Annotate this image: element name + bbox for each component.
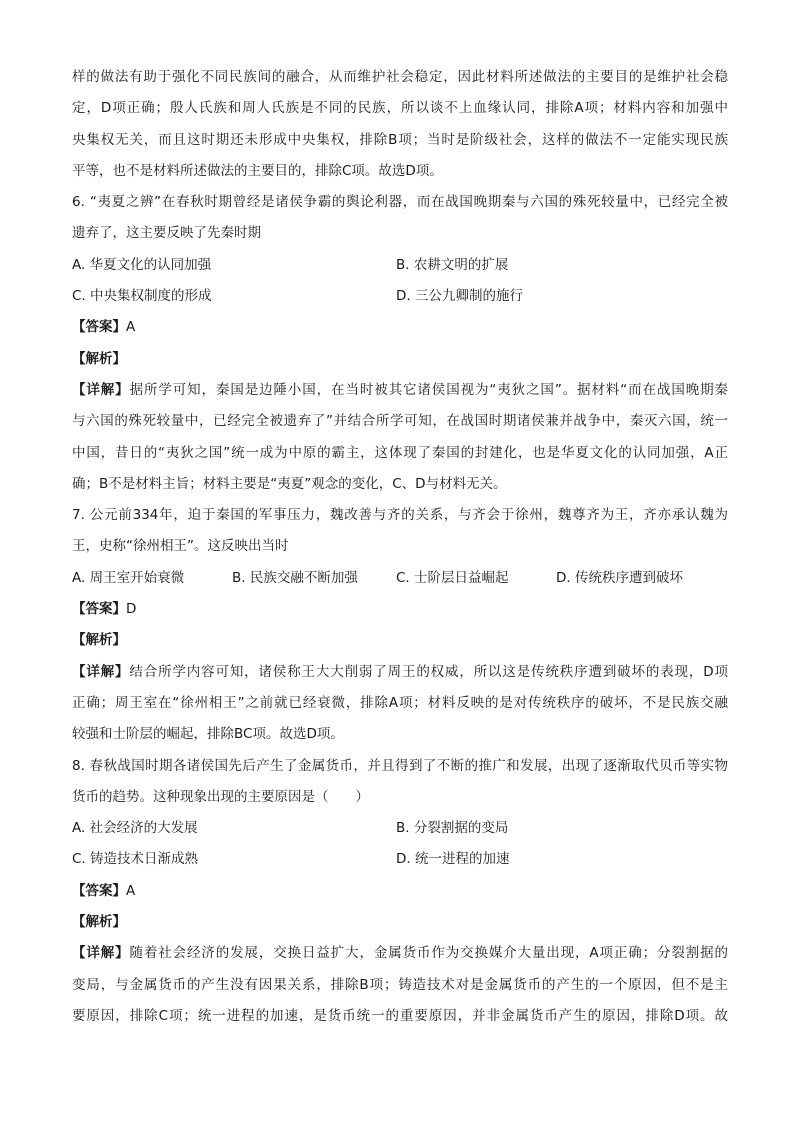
text-line: 平等，也不是材料所述做法的主要目的，排除C项。故选D项。	[72, 162, 443, 179]
option-a: A. 周王室开始衰微	[72, 569, 185, 586]
option-row	[72, 813, 728, 844]
detail-line: 较强和士阶层的崛起，排除BC项。故选D项。	[72, 726, 344, 743]
option-c: C. 中央集权制度的形成	[72, 288, 212, 305]
detail-line: 要原因，排除C项；统一进程的加速，是货币统一的重要原因，并非金属货币产生的原因，排除D项。故	[72, 1007, 728, 1024]
answer-line	[72, 876, 728, 907]
option-a: A. 华夏文化的认同加强	[72, 256, 212, 273]
detail-line: 正确；周王室在“徐州相王”之前就已经衰微，排除A项；材料反映的是对传统秩序的破坏，不是民族交融	[72, 694, 728, 711]
question-stem: 遗弃了，这主要反映了先秦时期	[72, 225, 261, 242]
analysis-line	[72, 344, 728, 375]
option-row	[72, 281, 728, 312]
detail-tag: 【详解】	[72, 381, 130, 398]
detail-text: 结合所学内容可知，诸侯称王大大削弱了周王的权威，所以这是传统秩序遭到破坏的表现，D项	[129, 663, 728, 680]
detail-tag: 【详解】	[72, 663, 130, 680]
detail-line	[72, 375, 728, 406]
detail-line: 确；B不是材料主旨；材料主要是“夷夏”观念的变化，C、D与材料无关。	[72, 475, 507, 492]
option-a: A. 社会经济的大发展	[72, 820, 198, 837]
question-stem: 6. “夷夏之辨”在春秋时期曾经是诸侯争霸的舆论利器，而在战国晚期秦与六国的殊死较量中，已经完全被	[72, 194, 728, 211]
answer-value: D	[126, 601, 137, 618]
option-b: B. 民族交融不断加强	[232, 569, 358, 586]
analysis-tag: 【解析】	[72, 632, 126, 649]
analysis-tag: 【解析】	[72, 350, 126, 367]
analysis-line	[72, 625, 728, 656]
option-c: C. 士阶层日益崛起	[396, 569, 509, 586]
previous-explanation	[72, 62, 728, 187]
answer-value: A	[126, 319, 136, 336]
answer-line	[72, 312, 728, 343]
text-line: 定，D项正确；殷人氏族和周人氏族是不同的民族，所以谈不上血缘认同，排除A项；材料内容和加强中	[72, 100, 728, 117]
analysis-tag: 【解析】	[72, 914, 126, 931]
answer-tag: 【答案】	[72, 601, 126, 618]
question-stem: 8. 春秋战国时期各诸侯国先后产生了金属货币，并且得到了不断的推广和发展，出现了逐渐取代贝币等实物	[72, 757, 728, 774]
option-d: D. 传统秩序遭到破坏	[556, 569, 683, 586]
question-7	[72, 500, 728, 750]
answer-tag: 【答案】	[72, 882, 126, 899]
detail-line: 变局，与金属货币的产生没有因果关系，排除B项；铸造技术对是金属货币的产生的一个原因，但不是主	[72, 976, 728, 993]
detail-tag: 【详解】	[72, 945, 130, 962]
answer-line	[72, 594, 728, 625]
question-8	[72, 751, 728, 1033]
detail-line: 中国，昔日的“夷狄之国”统一成为中原的霸主，这体现了秦国的封建化，也是华夏文化的认同加强，A正	[72, 444, 728, 461]
document-page	[72, 62, 728, 1032]
question-stem: 7. 公元前334年，迫于秦国的军事压力，魏改善与齐的关系，与齐会于徐州，魏尊齐为王，齐亦承认魏为	[72, 507, 728, 524]
option-b: B. 农耕文明的扩展	[396, 256, 509, 273]
option-row	[72, 844, 728, 875]
answer-tag: 【答案】	[72, 319, 126, 336]
answer-value: A	[126, 882, 136, 899]
text-line: 样的做法有助于强化不同民族间的融合，从而维护社会稳定，因此材料所述做法的主要目的是维护社会稳	[72, 69, 728, 85]
option-d: D. 三公九卿制的施行	[396, 288, 523, 305]
detail-line	[72, 657, 728, 688]
option-row	[72, 250, 728, 281]
detail-text: 据所学可知，秦国是边陲小国，在当时被其它诸侯国视为“夷狄之国”。据材料“而在战国晚期秦	[129, 381, 728, 398]
option-b: B. 分裂割据的变局	[396, 820, 509, 837]
question-6	[72, 187, 728, 500]
detail-line: 与六国的殊死较量中，已经完全被遗弃了”并结合所学可知，在战国时期诸侯兼并战争中，秦灭六国，统一	[72, 413, 728, 430]
question-stem: 王，史称“徐州相王”。这反映出当时	[72, 538, 289, 555]
option-c: C. 铸造技术日渐成熟	[72, 851, 199, 868]
detail-text: 随着社会经济的发展，交换日益扩大，金属货币作为交换媒介大量出现，A项正确；分裂割据的	[129, 945, 728, 962]
text-line: 央集权无关，而且这时期还未形成中央集权，排除B项；当时是阶级社会，这样的做法不一定能实现民族	[72, 131, 728, 148]
analysis-line	[72, 907, 728, 938]
question-stem: 货币的趋势。这种现象出现的主要原因是（ ）	[72, 788, 369, 805]
option-d: D. 统一进程的加速	[396, 851, 510, 868]
option-row	[72, 563, 728, 594]
detail-line	[72, 938, 728, 969]
